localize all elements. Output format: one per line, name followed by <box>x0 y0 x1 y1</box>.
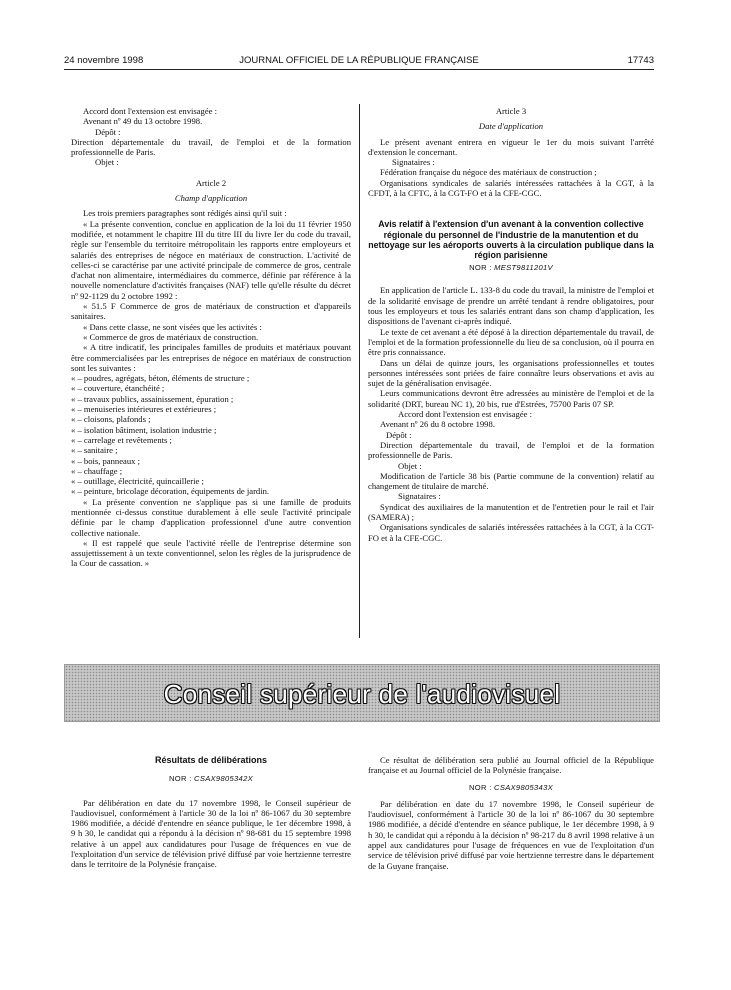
list-item: « – cloisons, plafonds ; <box>71 414 151 425</box>
avis-nor <box>368 263 654 273</box>
avis-signataires-label: Signataires : <box>398 491 441 502</box>
objet-label: Objet : <box>95 157 119 168</box>
article-2-para-4: « Commerce de gros de matériaux de construction. <box>83 331 259 342</box>
avis-depot-label: Dépôt : <box>386 429 412 440</box>
page-header <box>64 55 654 69</box>
list-item: « – travaux publics, assainissement, épuration ; <box>71 393 234 404</box>
avis-depot-text: Direction départementale du travail, de l'emploi et de la formation professionnelle de Paris. <box>368 439 654 461</box>
list-item: « – peinture, bricolage décoration, équipements de jardin. <box>71 486 270 497</box>
avis-objet-label: Objet : <box>398 460 422 471</box>
right-column-top <box>368 106 654 543</box>
results-nor-2 <box>368 783 654 793</box>
article-3-subtitle: Date d'application <box>478 121 544 132</box>
avis-signataire-1: Syndicat des auxiliaires de la manutention et de l'entretien pour le rail et l'air (SAMERA) ; <box>368 501 654 523</box>
article-2-para-5: « A titre indicatif, les principales familles de produits et matériaux pouvant être commercialisées par les entreprises de négoce en matériaux de construction sont les suivantes : <box>71 342 351 373</box>
article-3-title: Article 3 <box>495 106 527 116</box>
depot-text: Direction départementale du travail, de l'emploi et de la formation professionnelle de Paris. <box>71 136 351 158</box>
bottom-left-column <box>71 755 351 870</box>
list-item: « – outillage, électricité, quincaillerie ; <box>71 476 204 487</box>
list-item: « – isolation bâtiment, isolation industrie ; <box>71 424 217 435</box>
avis-accord: Accord dont l'extension est envisagée : <box>398 409 532 420</box>
results-title: Résultats de délibérations <box>154 755 268 765</box>
publication-note: Ce résultat de délibération sera publié au Journal officiel de la République française et au Journal officiel de la Polynésie française. <box>368 755 654 776</box>
header-date: 24 novembre 1998 <box>64 55 144 66</box>
nor-label: NOR : <box>169 774 192 784</box>
avis-para-3: Dans un délai de quinze jours, les organisations professionnelles et toutes personnes intéressées sont priées de faire connaître leurs observations et avis au sujet de la généralisation envisagée. <box>368 357 654 389</box>
avenant-line: Avenant nº 49 du 13 octobre 1998. <box>83 116 203 127</box>
article-2-para-2: « 51.5 F Commerce de gros de matériaux de construction et d'appareils sanitaires. <box>71 301 351 322</box>
section-banner <box>64 664 660 722</box>
nor-code: CSAX9805343X <box>494 782 553 792</box>
avis-title: Avis relatif à l'extension d'un avenant à la convention collective régionale du personnel de l'industrie de la manutention et du nettoyage sur les aéroports ouverts à la circulation publique dans la région parisienne <box>368 219 654 260</box>
list-item: « – poudres, agrégats, béton, éléments de structure ; <box>71 373 250 384</box>
article-2-para-7: « Il est rappelé que seule l'activité réelle de l'entreprise détermine son assujettissement à un texte conventionnel, selon les règles de la jurisprudence de la Cour de cassation. » <box>71 537 351 569</box>
accord-line: Accord dont l'extension est envisagée : <box>83 106 217 116</box>
nor-label: NOR : <box>469 263 492 273</box>
avis-objet-text: Modification de l'article 38 bis (Partie commune de la convention) relatif au changement de titulaire de marché. <box>368 470 654 492</box>
list-item: « – carrelage et revêtements ; <box>71 434 172 445</box>
header-rule <box>64 69 654 70</box>
results-para: Par délibération en date du 17 novembre 1998, le Conseil supérieur de l'audiovisuel, conformément à l'article 30 de la loi nº 86-1067 du 30 septembre 1986 modifiée, a décidé d'entendre en séance publique, le 1er décembre 1998, à 9 h 30, le candidat qui a répondu à la décision nº 98-681 du 15 septembre 1998 relative à un appel aux candidatures pour l'usage de fréquences en vue de l'exploitation d'un service de télévision privé diffusé par voie hertzienne terrestre dans le territoire de la Polynésie française. <box>71 797 351 870</box>
article-2-para-6: « La présente convention ne s'applique pas si une famille de produits mentionnée ci-dessus constitue durablement à elle seule l'activité principale définie par le champ d'application professionnel d'une autre convention collective nationale. <box>71 496 351 538</box>
list-item: « – menuiseries intérieures et extérieures ; <box>71 404 217 415</box>
signataires-label: Signataires : <box>392 157 435 168</box>
avis-signataire-2: Organisations syndicales de salariés intéressées rattachées à la CGT, à la CGT-FO et à la CFE-CGC. <box>368 522 654 543</box>
article-2-para-1: « La présente convention, conclue en application de la loi du 11 février 1950 modifiée, et notamment le chapitre III du titre III du livre Ier du code du travail, règle sur l'ensemble du territoire métropolitain les rapports entre employeurs et salariés des entreprises de négoce en matériaux de construction. L'activité de celles-ci se caractérise par une activité principale de commerce de gros, centrale d'achat non alimentaire, intermédiaires du commerce, définie par référence à la nouvelle nomenclature d'activités françaises (NAF) telle qu'elle résulte du décret nº 92-1129 du 2 octobre 1992 : <box>71 218 351 301</box>
results-nor <box>71 774 351 784</box>
header-journal-title: JOURNAL OFFICIEL DE LA RÉPUBLIQUE FRANÇAISE <box>239 55 479 66</box>
nor-code: CSAX9805342X <box>194 774 253 784</box>
avis-para-2: Le texte de cet avenant a été déposé à la direction départementale du travail, de l'emploi et de la formation professionnelle du lieu de sa conclusion, où il pourra en être pris connaissance. <box>368 326 654 358</box>
list-item: « – couverture, étanchéité ; <box>71 383 165 394</box>
article-2-title: Article 2 <box>195 177 227 188</box>
avis-para-1: En application de l'article L. 133-8 du code du travail, la ministre de l'emploi et de la solidarité envisage de prendre un arrêté tendant à rendre obligatoires, pour tous les employeurs et tous les salariés entrant dans son champ d'application, les dispositions de l'avenant ci-après indiqué. <box>368 285 654 327</box>
article-2-subtitle: Champ d'application <box>174 193 248 204</box>
signataire-1: Fédération française du négoce des matériaux de construction ; <box>380 167 597 178</box>
left-column-top <box>71 106 351 569</box>
article-2-intro: Les trois premiers paragraphes sont rédigés ainsi qu'il suit : <box>83 208 287 219</box>
avis-avenant: Avenant nº 26 du 8 octobre 1998. <box>380 419 495 430</box>
header-page-number: 17743 <box>627 55 654 66</box>
list-item: « – sanitaire ; <box>71 445 118 456</box>
article-2-para-3: « Dans cette classe, ne sont visées que les activités : <box>83 321 262 332</box>
list-item: « – chauffage ; <box>71 465 123 476</box>
nor-code: MEST9811201V <box>494 263 553 273</box>
article-3-para: Le présent avenant entrera en vigueur le 1er du mois suivant l'arrêté d'extension le concernant. <box>368 136 654 157</box>
nor-label: NOR : <box>469 782 492 792</box>
banner-title: Conseil supérieur de l'audiovisuel <box>163 679 561 709</box>
column-divider <box>359 104 360 638</box>
avis-para-4: Leurs communications devront être adressées au ministère de l'emploi et de la solidarité (DRT, bureau NC 1), 20 bis, rue d'Estrées, 75700 Paris 07 SP. <box>368 388 654 409</box>
bottom-right-column <box>368 755 654 871</box>
list-item: « – bois, panneaux ; <box>71 455 140 466</box>
results-para-2: Par délibération en date du 17 novembre 1998, le Conseil supérieur de l'audiovisuel, conformément à l'article 30 de la loi nº 86-1067 du 30 septembre 1986 modifiée, a décidé d'entendre en séance publique, le 1er décembre 1998, à 9 h 30, le candidat qui a répondu à la décision nº 98-217 du 8 avril 1998 relative à un appel aux candidatures pour l'usage de fréquences en vue de l'exploitation d'un service de télévision privé diffusé par voie hertzienne terrestre dans le département de la Guyane française. <box>368 798 654 871</box>
signataire-2: Organisations syndicales de salariés intéressées rattachées à la CGT, à la CFDT, à la CFTC, à la CGT-FO et à la CFE-CGC. <box>368 177 654 199</box>
depot-label: Dépôt : <box>95 126 121 137</box>
